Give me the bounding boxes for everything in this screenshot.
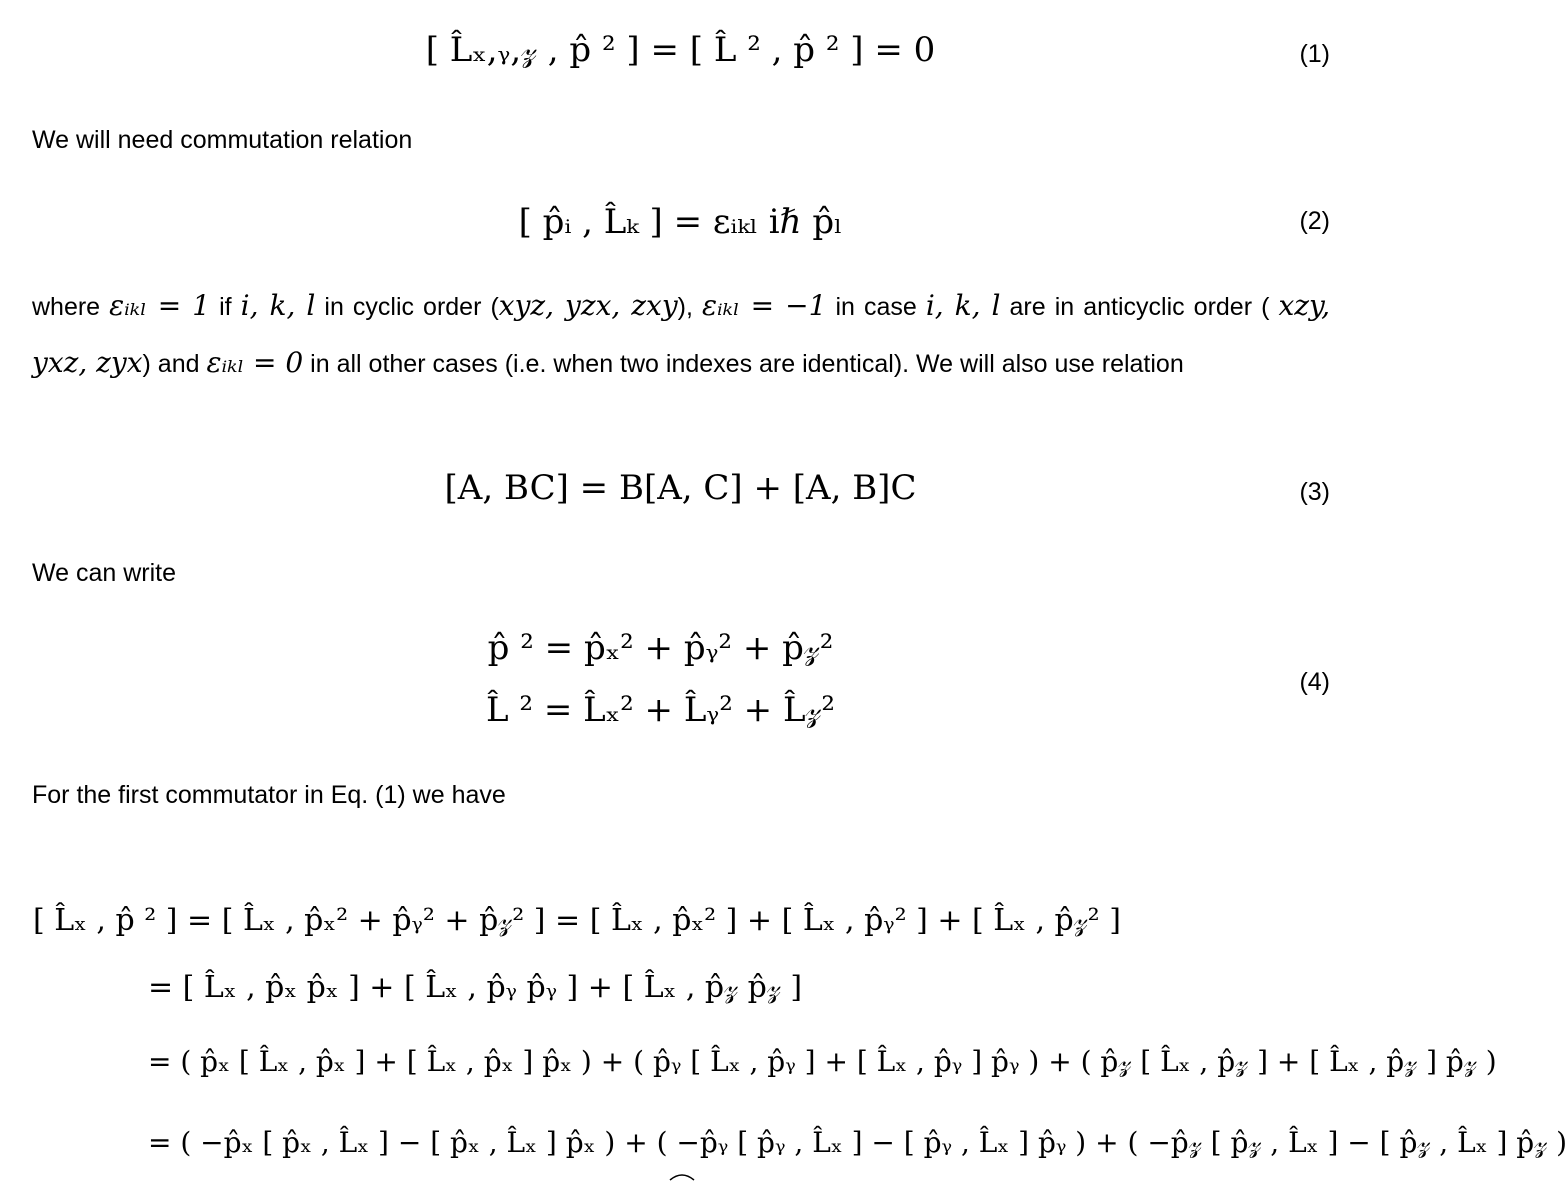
- equation-3: [A, BC] = B[A, C] + [A, B]C: [444, 468, 917, 508]
- page-break-mark: [668, 1168, 696, 1182]
- text-run: if: [219, 293, 232, 321]
- equation-1-number: (1): [1299, 40, 1330, 68]
- paragraph-levi-civita: [32, 278, 1330, 392]
- text-run: ),: [677, 293, 693, 321]
- equation-3-number: (3): [1299, 478, 1330, 506]
- paragraph-first-commutator: For the first commutator in Eq. (1) we have: [32, 781, 506, 809]
- text-run: in case: [835, 293, 917, 321]
- derivation-line-2: = [ L̂ₓ , p̂ₓ p̂ₓ ] + [ L̂ₓ , p̂ᵧ p̂ᵧ ] + [ L̂ₓ , p̂𝓏 p̂𝓏 ]: [148, 970, 803, 1005]
- equation-4a: p̂ ² = p̂ₓ² + p̂ᵧ² + p̂𝓏²: [487, 628, 834, 668]
- math-epsilon-zero: εᵢₖₗ = 0: [206, 346, 304, 379]
- math-indices: i, k, l: [925, 289, 1001, 322]
- paragraph-we-can-write: We can write: [32, 559, 177, 587]
- text-run: are in anticyclic order (: [1009, 293, 1270, 321]
- equation-2-number: (2): [1299, 207, 1330, 235]
- math-cyclic: xyz, yzx, zxy: [498, 289, 678, 322]
- derivation-line-1: [ L̂ₓ , p̂ ² ] = [ L̂ₓ , p̂ₓ² + p̂ᵧ² + p̂𝓏² ] = [ L̂ₓ , p̂ₓ² ] + [ L̂ₓ , p̂ᵧ² ] + [ L̂ₓ , p̂𝓏² ]: [33, 903, 1121, 938]
- derivation-line-3: = ( p̂ₓ [ L̂ₓ , p̂ₓ ] + [ L̂ₓ , p̂ₓ ] p̂ₓ ) + ( p̂ᵧ [ L̂ₓ , p̂ᵧ ] + [ L̂ₓ , p̂ᵧ ] p̂ᵧ ) + ( p̂𝓏 [ L̂ₓ , p̂𝓏 ] + [ L̂ₓ , p̂𝓏 ] p̂𝓏 ): [148, 1045, 1497, 1078]
- equation-1: [ L̂ₓ,ᵧ,𝓏 , p̂ ² ] = [ L̂ ² , p̂ ² ] = 0: [425, 30, 936, 70]
- math-epsilon-one: εᵢₖₗ = 1: [109, 289, 211, 322]
- equation-2: [ p̂ᵢ , L̂ₖ ] = εᵢₖₗ iℏ p̂ₗ: [518, 202, 843, 242]
- math-indices: i, k, l: [240, 289, 316, 322]
- math-epsilon-minus-one: εᵢₖₗ = −1: [702, 289, 827, 322]
- text-run: where: [32, 293, 101, 321]
- equation-4-number: (4): [1299, 668, 1330, 696]
- equation-4b: L̂ ² = L̂ₓ² + L̂ᵧ² + L̂𝓏²: [486, 690, 835, 730]
- paragraph-commutation-intro: We will need commutation relation: [32, 126, 413, 154]
- text-run: in cyclic order (: [324, 293, 499, 321]
- math-anticyclic: xzy, yxz, zyx: [32, 289, 1330, 379]
- derivation-line-4: = ( −p̂ₓ [ p̂ₓ , L̂ₓ ] − [ p̂ₓ , L̂ₓ ] p̂ₓ ) + ( −p̂ᵧ [ p̂ᵧ , L̂ₓ ] − [ p̂ᵧ , L̂ₓ ] p̂ᵧ ) + ( −p̂𝓏 [ p̂𝓏 , L̂ₓ ] − [ p̂𝓏 , L̂ₓ ] p̂𝓏 ): [148, 1126, 1567, 1159]
- text-run: ) and: [142, 350, 200, 378]
- text-run: in all other cases (i.e. when two indexes are identical). We will also use relation: [310, 350, 1184, 378]
